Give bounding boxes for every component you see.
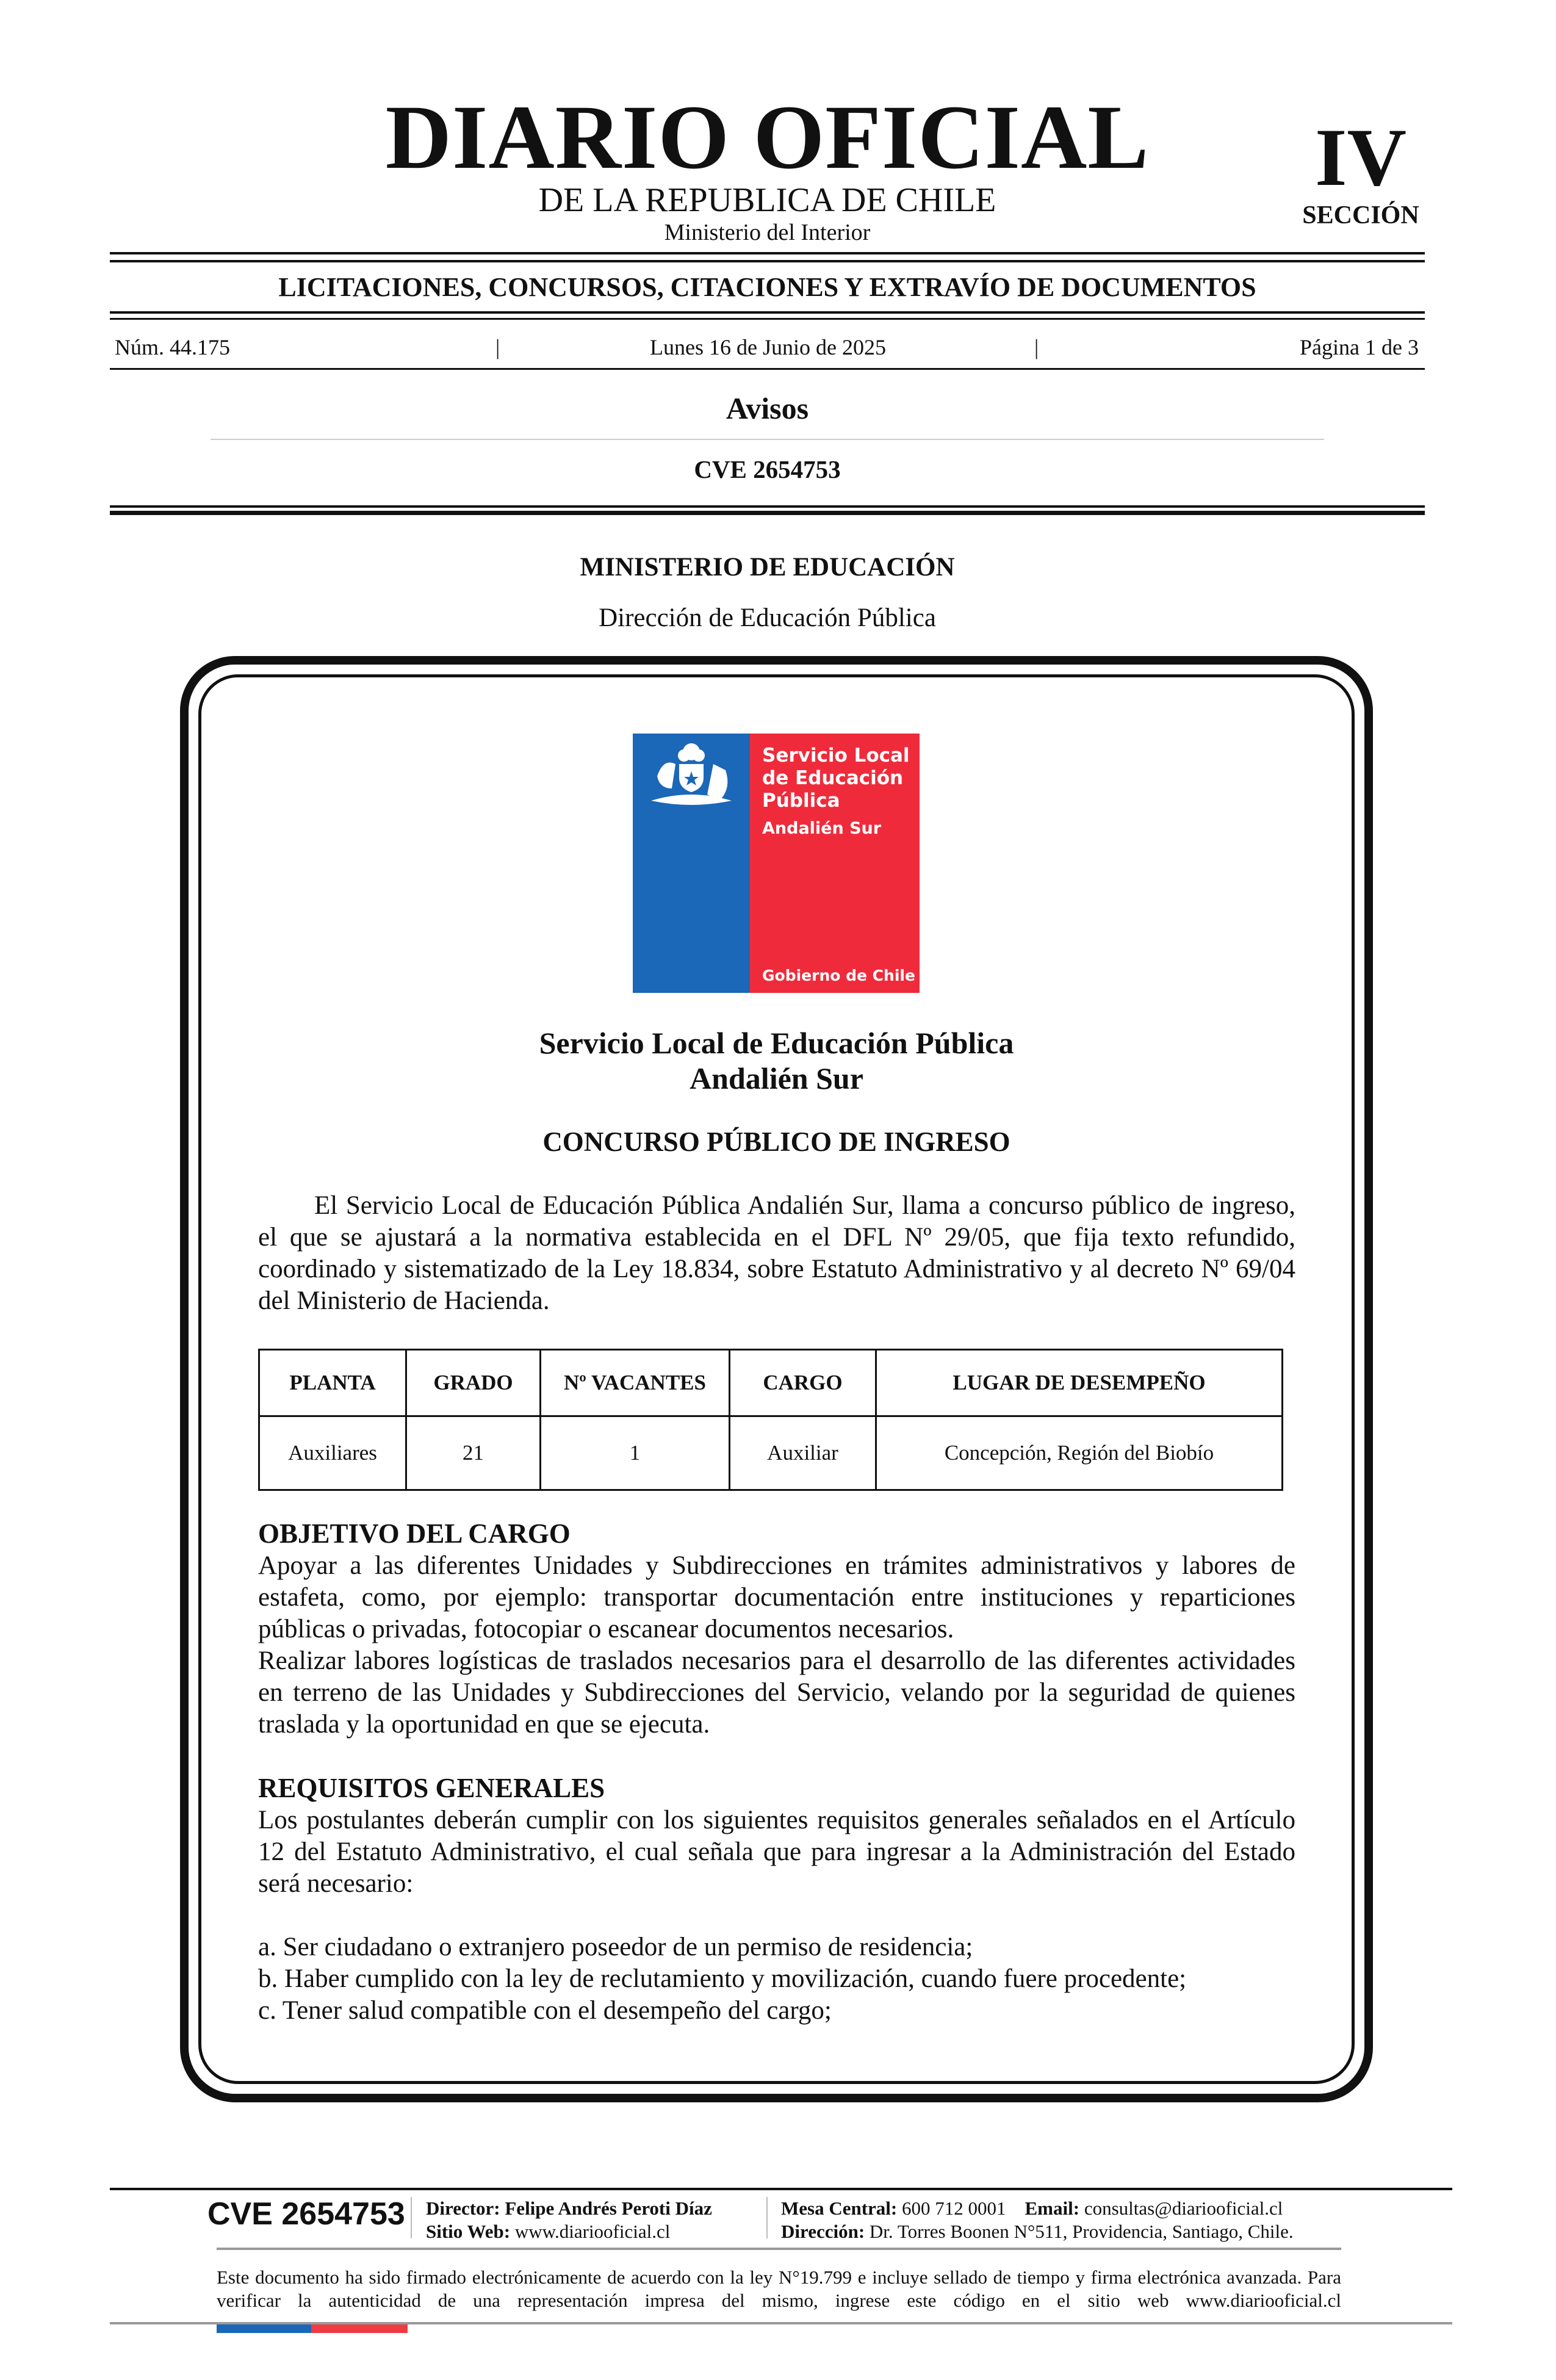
flag-stripe-blue [217, 2324, 311, 2333]
divider [110, 505, 1425, 508]
email-label: Email: [1025, 2198, 1080, 2219]
section-heading: OBJETIVO DEL CARGO [258, 1518, 571, 1549]
cve-code: CVE 2654753 [694, 455, 841, 483]
table-cell: 1 [541, 1416, 730, 1490]
table-cell: Auxiliar [730, 1416, 876, 1490]
logo-text: Andalién Sur [762, 819, 882, 838]
divider [110, 311, 1425, 314]
address: Dr. Torres Boonen N°511, Providencia, Santiago, Chile. [869, 2221, 1294, 2242]
intro-paragraph: El Servicio Local de Educación Pública Andalién Sur, llama a concurso público de ingreso, el que se ajustará a la normativa establecida en el DFL Nº 29/05, que fija texto refundido, coordinado y sistematizado de la Ley 18.834, sobre Estatuto Administrativo y al decreto Nº 69/04 del Ministerio de Hacienda. [258, 1191, 1295, 1315]
divider [110, 318, 1425, 320]
footer-cve: CVE 2654753 [207, 2196, 405, 2232]
ministry-label: Ministerio del Interior [664, 220, 871, 245]
table-cell: Concepción, Región del Biobío [876, 1416, 1283, 1490]
divider [110, 368, 1425, 370]
divider [110, 2188, 1452, 2190]
separator: | [495, 335, 500, 359]
column-header: Nº VACANTES [541, 1350, 730, 1416]
column-header: GRADO [406, 1350, 541, 1416]
objective-paragraph: Realizar labores logísticas de traslados necesarios para el desarrollo de las diferentes actividades en terreno de las Unidades y Subdirecciones del Servicio, velando por la seguridad de quienes traslada y la oportunidad en que se ejecuta. [258, 1646, 1295, 1739]
table-cell: Auxiliares [259, 1416, 406, 1490]
divider [217, 2248, 1341, 2250]
notice-heading: CONCURSO PÚBLICO DE INGRESO [542, 1127, 1010, 1157]
requirements-paragraph: Los postulantes deberán cumplir con los siguientes requisitos generales señalados en el Artículo 12 del Estatuto Administrativo, el cual señala que para ingresar a la Administración del Estado será necesario: [258, 1806, 1295, 1898]
section-label: SECCIÓN [1302, 201, 1419, 229]
newspaper-title: DIARIO OFICIAL [385, 87, 1150, 188]
section-heading: REQUISITOS GENERALES [258, 1773, 605, 1803]
requirements-list [258, 1931, 1295, 2027]
column-header: PLANTA [259, 1350, 406, 1416]
column-header: LUGAR DE DESEMPEÑO [876, 1350, 1283, 1416]
table-cell: 21 [406, 1416, 541, 1490]
web-link[interactable]: www.diariooficial.cl [514, 2221, 671, 2242]
list-item: b. Haber cumplido con la ley de reclutamiento y movilización, cuando fuere procedente; [258, 1964, 1187, 1993]
separator: | [1034, 335, 1039, 359]
divider [110, 252, 1425, 254]
phone-label: Mesa Central: [781, 2198, 898, 2219]
category-title: Avisos [726, 391, 809, 425]
director-name: Felipe Andrés Peroti Díaz [505, 2198, 712, 2219]
table-row [259, 1416, 1283, 1490]
email-link[interactable]: consultas@diariooficial.cl [1084, 2198, 1283, 2219]
divider [110, 511, 1425, 515]
flag-stripe-red [311, 2324, 408, 2333]
signature-note: Este documento ha sido firmado electrónicamente de acuerdo con la ley N°19.799 e incluye sellado de tiempo y firma electrónica avanzada. Para verificar la autenticidad de una representación impresa del mismo, ingrese este código en el sitio web www.diariooficial.cl [217, 2266, 1341, 2311]
web-label: Sitio Web: [426, 2221, 511, 2242]
issue-number: Núm. 44.175 [115, 335, 230, 359]
slep-logo [633, 734, 920, 993]
footer-director [426, 2197, 712, 2243]
list-item: a. Ser ciudadano o extranjero poseedor de un permiso de residencia; [258, 1933, 973, 1961]
coat-of-arms-icon [633, 734, 750, 825]
table-header-row [259, 1350, 1283, 1416]
logo-text: de Educación [762, 767, 904, 789]
vacancy-table [258, 1349, 1283, 1491]
logo-text: Pública [762, 790, 840, 812]
page-number: Página 1 de 3 [1300, 335, 1419, 359]
newspaper-subtitle: DE LA REPUBLICA DE CHILE [538, 181, 996, 219]
objective-paragraph: Apoyar a las diferentes Unidades y Subdirecciones en trámites administrativos y labores de estafeta, como, por ejemplo: transportar documentación entre instituciones y reparticiones públicas o privadas, fotocopiar o escanear documentos necesarios. [258, 1551, 1295, 1643]
logo-text: Servicio Local [762, 745, 910, 766]
logo-red-panel [750, 734, 920, 993]
logo-text: Gobierno de Chile [762, 967, 915, 984]
organization-line: Andalién Sur [690, 1061, 863, 1095]
section-title: LICITACIONES, CONCURSOS, CITACIONES Y EXTRAVÍO DE DOCUMENTOS [278, 272, 1256, 302]
list-item: c. Tener salud compatible con el desempeño del cargo; [258, 1996, 832, 2025]
divider [110, 260, 1425, 262]
divider [766, 2197, 768, 2238]
divider [211, 439, 1324, 440]
address-label: Dirección: [781, 2221, 865, 2242]
organization-line: Servicio Local de Educación Pública [539, 1026, 1014, 1060]
section-number: IV [1314, 112, 1407, 203]
divider [411, 2197, 412, 2238]
column-header: CARGO [730, 1350, 876, 1416]
ministry-name: MINISTERIO DE EDUCACIÓN [580, 553, 955, 582]
issue-date: Lunes 16 de Junio de 2025 [650, 335, 886, 359]
phone: 600 712 0001 [902, 2198, 1006, 2219]
organization-name [0, 1025, 1553, 1096]
logo-blue-panel [633, 734, 750, 993]
director-label: Director: [426, 2198, 500, 2219]
notice-body [258, 1518, 1295, 2027]
footer-contact [781, 2197, 1294, 2243]
direction-name: Dirección de Educación Pública [599, 604, 936, 632]
